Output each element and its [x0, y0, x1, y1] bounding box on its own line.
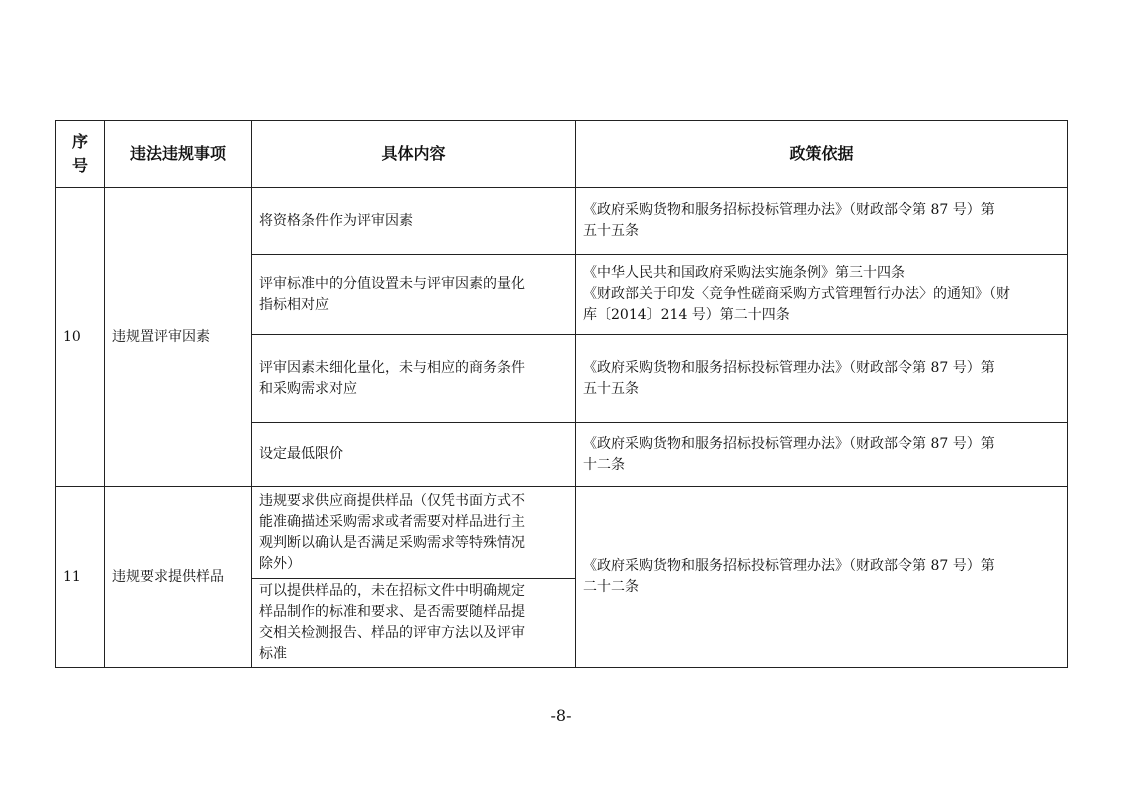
content-cell: [252, 487, 576, 579]
basis-cell: [576, 188, 1068, 255]
content-cell: [252, 255, 576, 335]
basis-line: 《政府采购货物和服务招标投标管理办法》（财政部令第 87 号）第: [583, 435, 995, 452]
header-item: 违法违规事项: [105, 121, 252, 188]
content-cell: [252, 423, 576, 487]
content-line: 标准: [259, 646, 287, 662]
content-line: 样品制作的标准和要求、是否需要随样品提: [259, 604, 525, 620]
basis-line: 二十二条: [583, 579, 639, 595]
row-number: 10: [56, 188, 105, 487]
content-line: 观判断以确认是否满足采购需求等特殊情况: [259, 534, 525, 551]
header-no-line2: 号: [71, 156, 88, 175]
content-line: 交相关检测报告、样品的评审方法以及评审: [259, 625, 525, 641]
violation-item: 违规置评审因素: [105, 188, 252, 487]
content-cell: [252, 335, 576, 423]
header-no: [56, 121, 105, 188]
table-row: [56, 188, 1068, 255]
basis-line: 库〔2014〕214 号）第二十四条: [583, 307, 790, 323]
header-no-line1: 序: [71, 132, 88, 151]
basis-line: 《中华人民共和国政府采购法实施条例》第三十四条: [583, 265, 905, 281]
basis-line: 《政府采购货物和服务招标投标管理办法》（财政部令第 87 号）第: [583, 359, 995, 376]
basis-line: 五十五条: [583, 223, 639, 239]
basis-line: 五十五条: [583, 380, 639, 397]
content-line: 可以提供样品的，未在招标文件中明确规定: [259, 583, 525, 599]
basis-cell: [576, 487, 1068, 668]
content-line: 将资格条件作为评审因素: [259, 212, 413, 229]
basis-cell: [576, 423, 1068, 487]
violation-item: 违规要求提供样品: [105, 487, 252, 668]
basis-line: 《财政部关于印发〈竞争性磋商采购方式管理暂行办法〉的通知》（财: [583, 286, 1010, 302]
basis-line: 《政府采购货物和服务招标投标管理办法》（财政部令第 87 号）第: [583, 558, 995, 574]
header-basis: 政策依据: [576, 121, 1068, 188]
content-line: 评审标准中的分值设置未与评审因素的量化: [259, 275, 525, 292]
content-line: 除外）: [259, 555, 301, 572]
content-line: 指标相对应: [259, 296, 329, 313]
content-line: 评审因素未细化量化，未与相应的商务条件: [259, 359, 525, 376]
basis-cell: [576, 335, 1068, 423]
content-cell: [252, 579, 576, 668]
page-number: -8-: [550, 706, 572, 725]
header-content: 具体内容: [252, 121, 576, 188]
header-row: [56, 121, 1068, 188]
content-line: 和采购需求对应: [259, 380, 357, 397]
basis-cell: [576, 255, 1068, 335]
content-line: 能准确描述采购需求或者需要对样品进行主: [259, 513, 525, 530]
basis-line: 《政府采购货物和服务招标投标管理办法》（财政部令第 87 号）第: [583, 202, 995, 218]
content-line: 设定最低限价: [259, 446, 343, 462]
content-line: 违规要求供应商提供样品（仅凭书面方式不: [259, 492, 525, 509]
row-number: 11: [56, 487, 105, 668]
regulation-table: [55, 120, 1068, 668]
table-row: [56, 487, 1068, 579]
basis-line: 十二条: [583, 456, 625, 473]
content-cell: [252, 188, 576, 255]
